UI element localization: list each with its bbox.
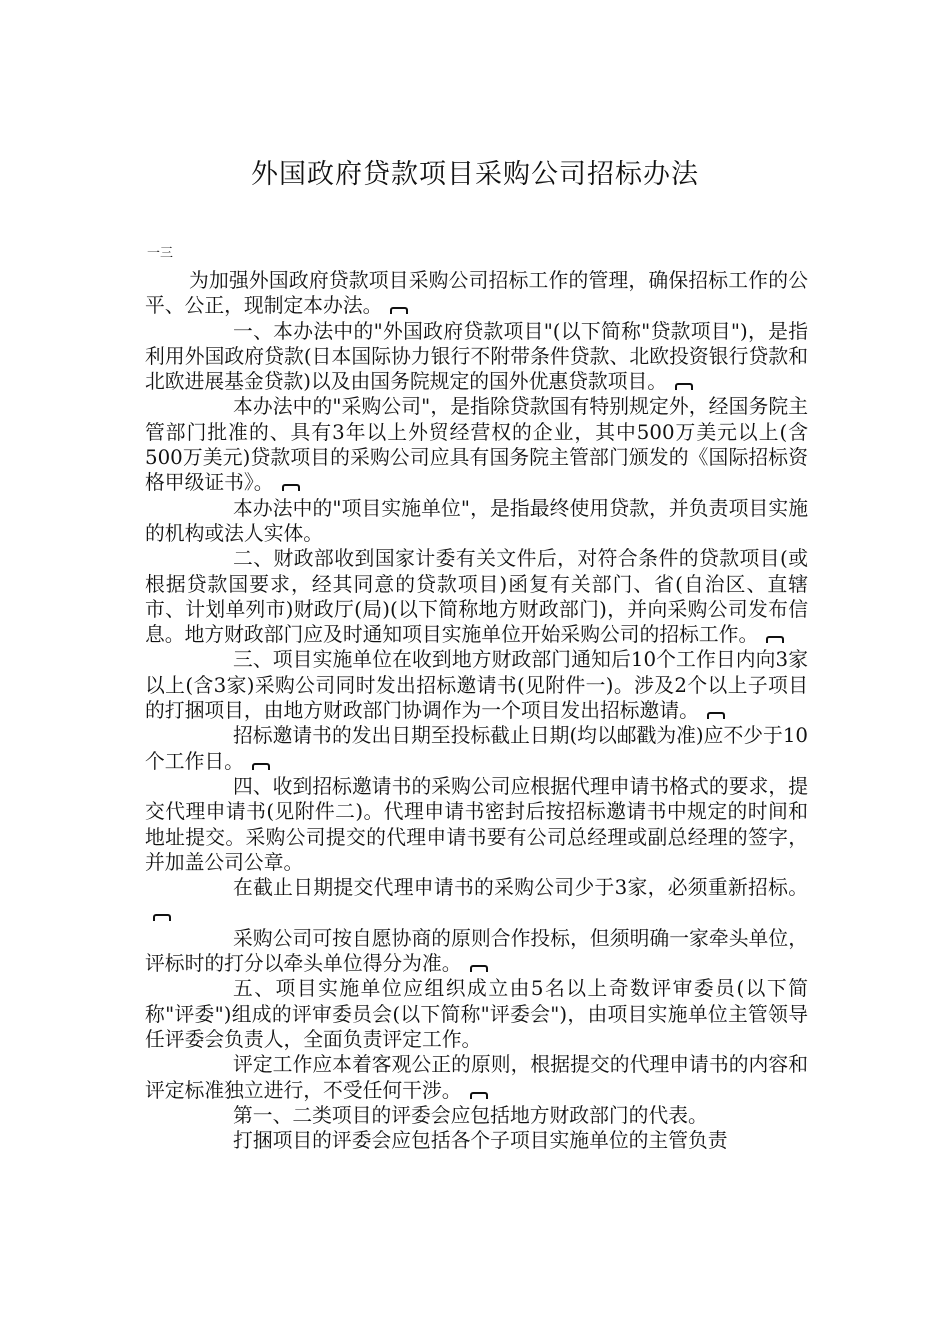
paragraph: 三、项目实施单位在收到地方财政部门通知后10个工作日内向3家以上(含3家)采购公司同时发出招标邀请书(见附件一)。涉及2个以上子项目的打捆项目，由地方财政部门协调作为一个项目发出招标邀请。 xyxy=(145,648,808,723)
paragraph-mark-icon xyxy=(764,633,786,643)
paragraph: 评定工作应本着客观公正的原则，根据提交的代理申请书的内容和评定标准独立进行，不受任何干涉。 xyxy=(145,1053,808,1102)
paragraph: 打捆项目的评委会应包括各个子项目实施单位的主管负责 xyxy=(233,1129,728,1153)
paragraph-mark-icon xyxy=(280,481,302,491)
paragraph-mark-icon xyxy=(705,709,727,719)
paragraph: 在截止日期提交代理申请书的采购公司少于3家，必须重新招标。 xyxy=(145,875,808,926)
paragraph: 为加强外国政府贷款项目采购公司招标工作的管理，确保招标工作的公平、公正，现制定本办法。 xyxy=(145,269,808,318)
document-title: 外国政府贷款项目采购公司招标办法 xyxy=(251,159,699,190)
paragraph-mark-icon xyxy=(468,962,490,972)
paragraph-mark-icon xyxy=(673,380,695,390)
paragraph: 四、收到招标邀请书的采购公司应根据代理申请书格式的要求，提交代理申请书(见附件二)。代理申请书密封后按招标邀请书中规定的时间和地址提交。采购公司提交的代理申请书要有公司总经理或副总经理的签字，并加盖公司公章。 xyxy=(145,774,808,874)
paragraph: 本办法中的"采购公司"，是指除贷款国有特别规定外，经国务院主管部门批准的、具有3年以上外贸经营权的企业，其中500万美元以上(含500万美元)贷款项目的采购公司应具有国务院主管部门颁发的《国际招标资格甲级证书》。 xyxy=(145,395,808,495)
document-body xyxy=(145,268,808,1153)
paragraph-mark-icon xyxy=(250,760,272,770)
paragraph: 招标邀请书的发出日期至投标截止日期(均以邮戳为准)应不少于10个工作日。 xyxy=(145,724,808,773)
section-mark: 一三 xyxy=(147,246,174,261)
paragraph: 第一、二类项目的评委会应包括地方财政部门的代表。 xyxy=(233,1103,708,1127)
paragraph: 本办法中的"项目实施单位"，是指最终使用贷款，并负责项目实施的机构或法人实体。 xyxy=(145,496,808,545)
paragraph: 采购公司可按自愿协商的原则合作投标，但须明确一家牵头单位，评标时的打分以牵头单位得分为准。 xyxy=(145,926,808,976)
paragraph-mark-icon xyxy=(468,1089,490,1099)
paragraph-mark-icon xyxy=(388,304,410,314)
paragraph: 五、项目实施单位应组织成立由5名以上奇数评审委员(以下简称"评委")组成的评审委员会(以下简称"评委会")，由项目实施单位主管领导任评委会负责人，全面负责评定工作。 xyxy=(145,977,808,1051)
paragraph-mark-icon xyxy=(151,911,173,921)
paragraph: 二、财政部收到国家计委有关文件后，对符合条件的贷款项目(或根据贷款国要求，经其同意的贷款项目)函复有关部门、省(自治区、直辖市、计划单列市)财政厅(局)(以下简称地方财政部门)，并向采购公司发布信息。地方财政部门应及时通知项目实施单位开始采购公司的招标工作。 xyxy=(145,547,808,647)
paragraph: 一、本办法中的"外国政府贷款项目"(以下简称"贷款项目")，是指利用外国政府贷款(日本国际协力银行不附带条件贷款、北欧投资银行贷款和北欧进展基金贷款)以及由国务院规定的国外优惠贷款项目。 xyxy=(145,319,808,394)
